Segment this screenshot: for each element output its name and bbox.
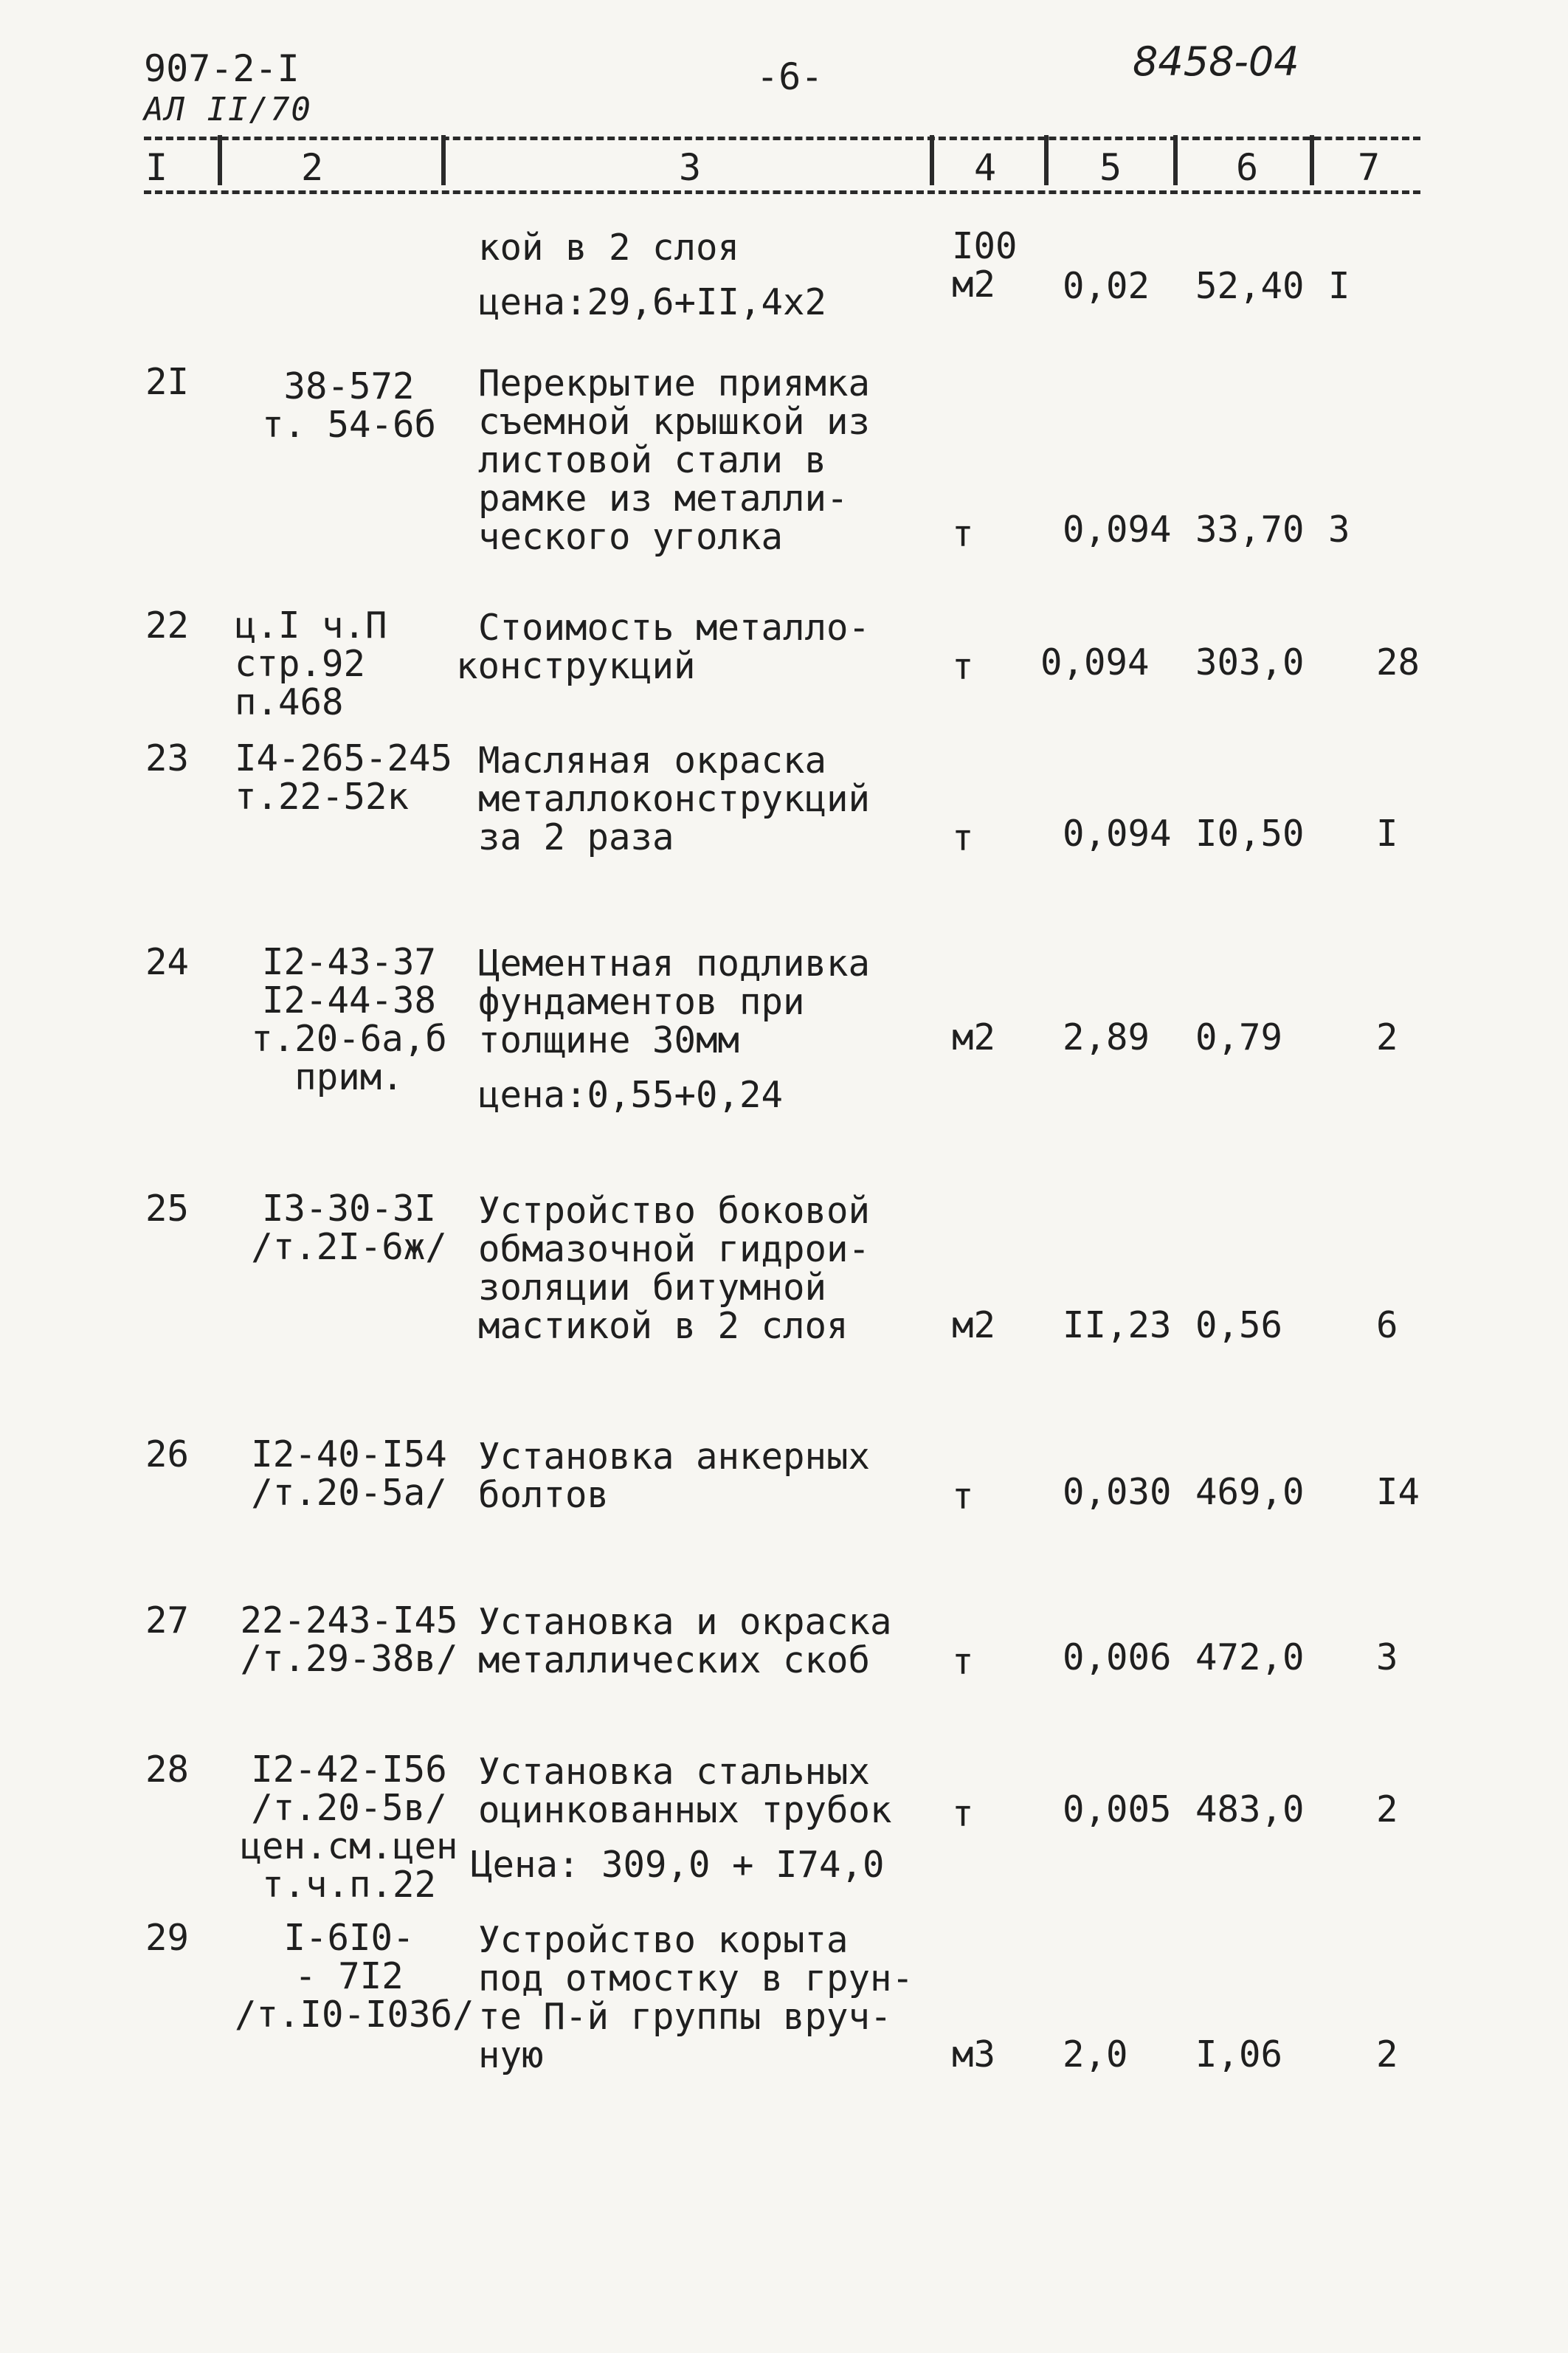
column-separator	[1173, 135, 1178, 185]
row-price: I0,50	[1195, 813, 1305, 855]
row-number: 28	[145, 1749, 190, 1791]
row-number: 25	[145, 1188, 190, 1230]
column-header-5: 5	[1099, 146, 1122, 189]
row-description: Устройство боковой обмазочной гидрои- золяции битумной мастикой в 2 слоя	[478, 1190, 871, 1347]
row-description: Установка стальных оцинкованных трубок Цена: 309,0 + I74,0	[471, 1751, 892, 1886]
row-price: I,06	[1195, 2033, 1283, 2075]
row-description: Установка и окраска металлических скоб	[478, 1601, 892, 1681]
row-price: 52,40	[1195, 265, 1305, 307]
header-bottom-rule	[144, 190, 1420, 194]
row-price: 0,56	[1195, 1304, 1283, 1346]
doc-sub-code: АЛ II/70	[144, 91, 312, 128]
row-unit: т	[952, 1793, 974, 1835]
row-number: 29	[145, 1917, 190, 1959]
column-header-4: 4	[974, 146, 997, 189]
row-quantity: 0,094	[1063, 509, 1172, 551]
column-separator	[930, 135, 934, 185]
row-unit: м2	[952, 1016, 996, 1058]
row-unit: т	[952, 817, 974, 859]
row-extra: 2	[1376, 2033, 1398, 2075]
column-separator	[1310, 135, 1314, 185]
row-number: 23	[145, 737, 190, 779]
row-description: Перекрытие приямка съемной крышкой из листовой стали в рамке из металли- ческого уголка	[478, 362, 871, 558]
row-number: 26	[145, 1433, 190, 1475]
doc-code-block	[144, 48, 312, 131]
row-unit: I00 м2	[952, 225, 1018, 306]
row-number: 24	[145, 941, 190, 983]
row-unit: м3	[952, 2033, 996, 2075]
row-extra: 6	[1376, 1304, 1398, 1346]
row-extra: I	[1328, 265, 1350, 307]
row-description: Устройство корыта под отмостку в грун- те П-й группы вруч- ную	[478, 1919, 914, 2076]
row-quantity: 0,02	[1063, 265, 1150, 307]
row-price: 472,0	[1195, 1636, 1305, 1678]
column-header-3: 3	[679, 146, 702, 189]
row-quantity: 0,094	[1040, 641, 1150, 683]
row-quantity: 2,0	[1063, 2033, 1128, 2075]
row-quantity: 0,005	[1063, 1788, 1172, 1830]
row-quantity: 0,006	[1063, 1636, 1172, 1678]
column-header-2: 2	[301, 146, 324, 189]
row-extra: 3	[1376, 1636, 1398, 1678]
row-code: I-6I0- - 7I2 /т.I0-I03б/	[235, 1917, 474, 2036]
row-extra: I	[1376, 813, 1398, 855]
row-quantity: II,23	[1063, 1304, 1172, 1346]
column-header-6: 6	[1236, 146, 1259, 189]
row-code: I2-42-I56 /т.20-5в/ цен.см.цен т.ч.п.22	[240, 1749, 458, 1906]
row-description: кой в 2 слоя цена:29,6+II,4х2	[478, 227, 827, 323]
row-description: Установка анкерных болтов	[478, 1436, 871, 1516]
row-extra: 3	[1328, 509, 1350, 551]
row-code: 38-572 т. 54-6б	[261, 365, 436, 446]
row-extra: 2	[1376, 1016, 1398, 1058]
page-number: -6-	[756, 55, 823, 98]
row-number: 27	[145, 1599, 190, 1641]
row-unit: т	[952, 1641, 974, 1683]
row-code: I4-265-245 т.22-52к	[235, 737, 453, 818]
row-price: 483,0	[1195, 1788, 1305, 1830]
doc-code: 907-2-I	[144, 47, 300, 90]
row-price: 469,0	[1195, 1471, 1305, 1513]
column-header-7: 7	[1358, 146, 1381, 189]
row-unit: м2	[952, 1304, 996, 1346]
row-extra: I4	[1376, 1471, 1420, 1513]
row-unit: т	[952, 1475, 974, 1517]
column-separator	[441, 135, 446, 185]
row-code: I3-30-3I /т.2I-6ж/	[251, 1188, 447, 1268]
row-price: 303,0	[1195, 641, 1305, 683]
row-price: 33,70	[1195, 509, 1305, 551]
column-separator	[218, 135, 222, 185]
row-description: Цементная подливка фундаментов при толщине 30мм цена:0,55+0,24	[478, 943, 871, 1116]
row-quantity: 2,89	[1063, 1016, 1150, 1058]
row-code: 22-243-I45 /т.29-38в/	[240, 1599, 458, 1680]
row-code: ц.I ч.П стр.92 п.468	[235, 604, 387, 723]
row-number: 22	[145, 604, 190, 647]
row-code: I2-40-I54 /т.20-5а/	[251, 1433, 447, 1514]
row-number: 2I	[145, 361, 190, 403]
handwritten-number: 8458-04	[1133, 38, 1299, 85]
row-quantity: 0,094	[1063, 813, 1172, 855]
row-description: Масляная окраска металлоконструкций за 2 раза	[478, 740, 871, 858]
row-description: Стоимость металло- конструкций	[456, 607, 871, 687]
row-unit: т	[952, 513, 974, 555]
header-top-rule	[144, 137, 1420, 140]
row-unit: т	[952, 646, 974, 688]
row-code: I2-43-37 I2-44-38 т.20-6а,б прим.	[251, 941, 447, 1098]
row-extra: 2	[1376, 1788, 1398, 1830]
row-price: 0,79	[1195, 1016, 1283, 1058]
row-extra: 28	[1376, 641, 1420, 683]
column-separator	[1044, 135, 1049, 185]
row-quantity: 0,030	[1063, 1471, 1172, 1513]
column-header-1: I	[145, 146, 168, 189]
